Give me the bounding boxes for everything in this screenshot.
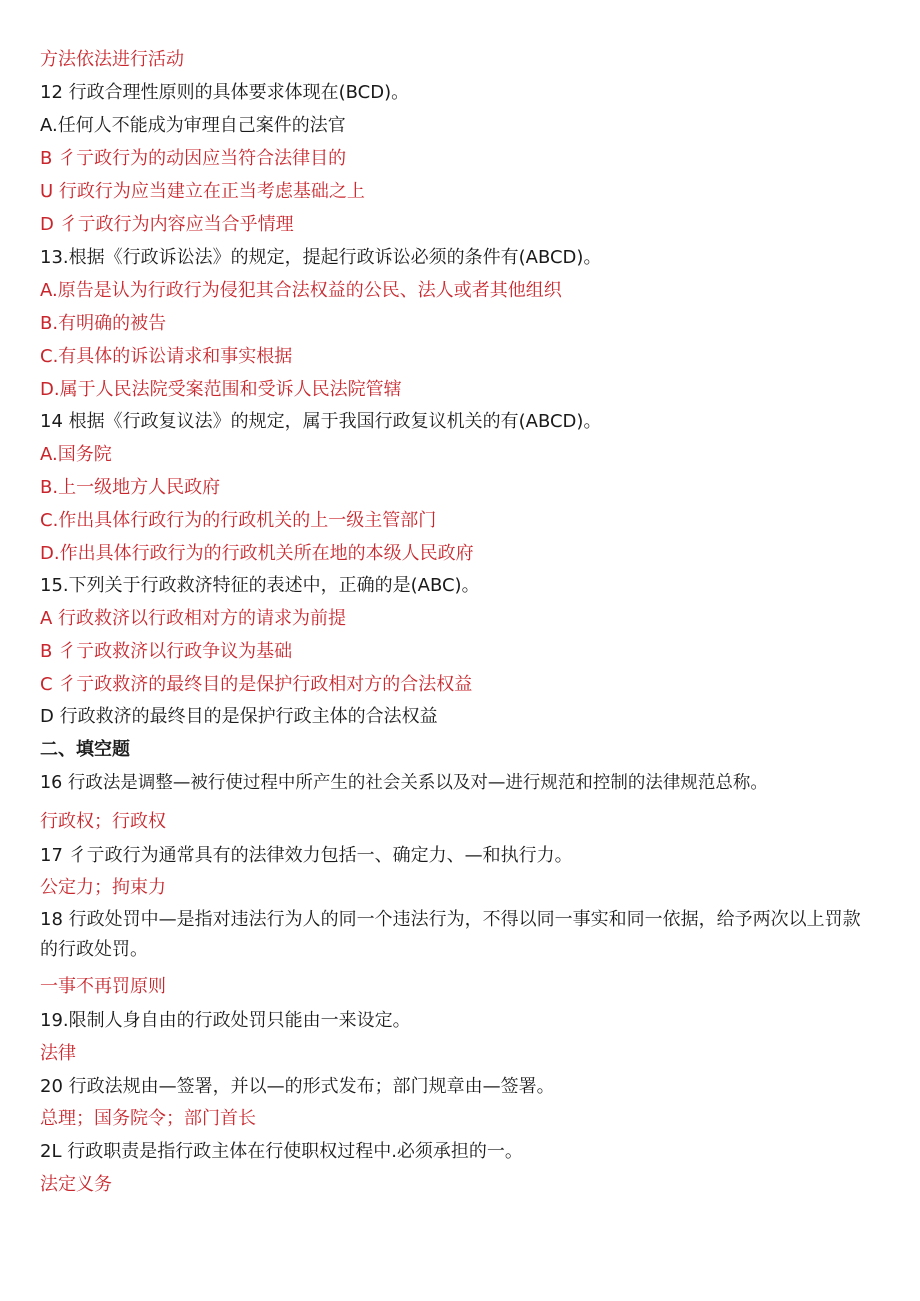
question-17: 17 彳亍政行为通常具有的法律效力包括一、确定力、—和执行力。	[40, 845, 573, 866]
option-b: B 彳亍政行为的动因应当符合法律目的	[40, 148, 347, 169]
option-c: C.作出具体行政行为的行政机关的上一级主管部门	[40, 510, 437, 531]
answer-18: 一事不再罚原则	[40, 976, 166, 997]
answer-20: 总理；国务院令；部门首长	[40, 1108, 256, 1129]
option-b: B.有明确的被告	[40, 313, 167, 334]
option-c: C 彳亍政救济的最终目的是保护行政相对方的合法权益	[40, 674, 473, 695]
question-14: 14 根据《行政复议法》的规定，属于我国行政复议机关的有(ABCD)。	[40, 411, 602, 432]
option-a: A.原告是认为行政行为侵犯其合法权益的公民、法人或者其他组织	[40, 280, 562, 301]
question-12: 12 行政合理性原则的具体要求体现在(BCD)。	[40, 82, 410, 103]
question-13: 13.根据《行政诉讼法》的规定，提起行政诉讼必须的条件有(ABCD)。	[40, 247, 602, 268]
option-d: D.作出具体行政行为的行政机关所在地的本级人民政府	[40, 543, 474, 564]
option-b: B.上一级地方人民政府	[40, 477, 221, 498]
answer-21: 法定义务	[40, 1174, 112, 1195]
question-16: 16 行政法是调整—被行使过程中所产生的社会关系以及对—进行规范和控制的法律规范总称。	[40, 773, 768, 793]
question-18: 18 行政处罚中—是指对违法行为人的同一个违法行为，不得以同一事实和同一依据，给予两次以上罚款的行政处罚。	[40, 909, 861, 960]
question-15: 15.下列关于行政救济特征的表述中，正确的是(ABC)。	[40, 575, 480, 596]
option-a: A.任何人不能成为审理自己案件的法官	[40, 115, 346, 136]
option-a: A.国务院	[40, 444, 112, 465]
question-19: 19.限制人身自由的行政处罚只能由一来设定。	[40, 1010, 411, 1031]
answer-16: 行政权；行政权	[40, 811, 166, 832]
option-d: D 彳亍政行为内容应当合乎情理	[40, 214, 294, 235]
option-a: A 行政救济以行政相对方的请求为前提	[40, 608, 347, 629]
option-d: D 行政救济的最终目的是保护行政主体的合法权益	[40, 706, 438, 727]
answer-19: 法律	[40, 1043, 76, 1064]
question-21: 2L 行政职责是指行政主体在行使职权过程中.必须承担的一。	[40, 1141, 523, 1162]
answer-17: 公定力；拘束力	[40, 877, 166, 898]
option-b: B 彳亍政救济以行政争议为基础	[40, 641, 293, 662]
text-line: 方法依法进行活动	[40, 49, 184, 70]
option-d: D.属于人民法院受案范围和受诉人民法院管辖	[40, 379, 402, 400]
section-heading: 二、填空题	[40, 739, 130, 760]
option-c: C.有具体的诉讼请求和事实根据	[40, 346, 293, 367]
question-20: 20 行政法规由—签署，并以—的形式发布；部门规章由—签署。	[40, 1076, 555, 1097]
option-c: U 行政行为应当建立在正当考虑基础之上	[40, 181, 365, 202]
